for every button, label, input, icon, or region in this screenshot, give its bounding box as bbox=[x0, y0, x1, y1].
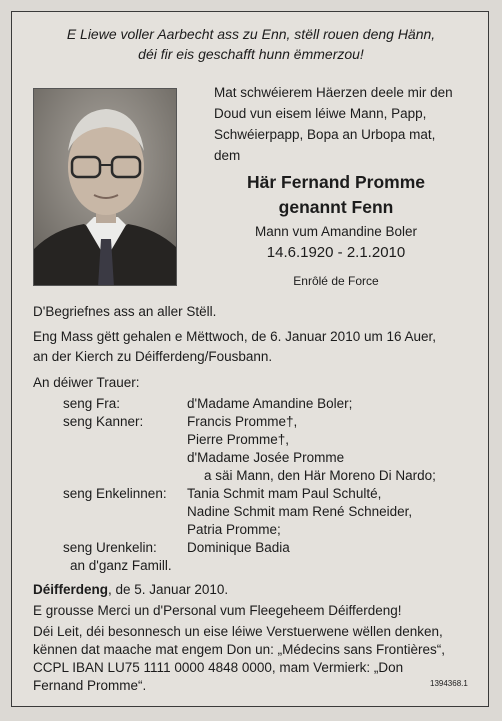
motto bbox=[0, 24, 502, 64]
announcement-line-3: an der Kierch zu Déifferdeng/Fousbann. bbox=[33, 349, 273, 364]
deceased-name bbox=[186, 170, 486, 220]
donation-line-4: Fernand Promme“. bbox=[33, 678, 147, 693]
announcement-line-1: D'Begriefnes ass an aller Stëll. bbox=[33, 304, 217, 319]
deceased-name-line-1: Här Fernand Promme bbox=[247, 172, 425, 192]
spouse-line: Mann vum Amandine Boler bbox=[254, 224, 418, 239]
relation-name: a säi Mann, den Här Moreno Di Nardo; bbox=[204, 468, 436, 483]
closing-place: Déifferdeng bbox=[33, 582, 109, 597]
relation-label-great-granddaughter: seng Urenkelin: bbox=[63, 540, 157, 555]
relation-name: Pierre Promme†, bbox=[187, 432, 290, 447]
deceased-name-line-2: genannt Fenn bbox=[278, 197, 394, 217]
relation-label-family: an d'ganz Famill. bbox=[70, 558, 172, 573]
life-dates: 14.6.1920 - 2.1.2010 bbox=[266, 244, 406, 261]
enrole-note: Enrôlé de Force bbox=[293, 274, 379, 288]
relation-name: Tania Schmit mam Paul Schulté, bbox=[187, 486, 382, 501]
relation-label-wife: seng Fra: bbox=[63, 396, 121, 411]
relation-name: Nadine Schmit mam René Schneider, bbox=[187, 504, 413, 519]
intro-text bbox=[214, 82, 486, 166]
closing-dateline bbox=[33, 580, 228, 600]
relation-name: Dominique Badia bbox=[187, 540, 290, 555]
mourners-heading: An déiwer Trauer: bbox=[33, 375, 140, 390]
motto-line-2: déi fir eis geschafft hunn ëmmerzou! bbox=[138, 46, 364, 62]
intro-line-4: dem bbox=[214, 148, 241, 163]
intro-line-3: Schwéierpapp, Bopa an Urbopa mat, bbox=[214, 127, 436, 142]
donation-line-3: CCPL IBAN LU75 1111 0000 4848 0000, mam Vermierk: „Don bbox=[33, 660, 404, 675]
thanks-line: E grousse Merci un d'Personal vum Fleegeheem Déifferdeng! bbox=[33, 603, 402, 618]
announcement-line-2: Eng Mass gëtt gehalen e Mëttwoch, de 6. Januar 2010 um 16 Auer, bbox=[33, 329, 437, 344]
intro-line-2: Doud vun eisem léiwe Mann, Papp, bbox=[214, 106, 427, 121]
relation-name: Francis Promme†, bbox=[187, 414, 298, 429]
relation-name: d'Madame Josée Promme bbox=[187, 450, 345, 465]
portrait-photo bbox=[33, 88, 177, 286]
relation-label-children: seng Kanner: bbox=[63, 414, 144, 429]
relation-label-granddaughters: seng Enkelinnen: bbox=[63, 486, 167, 501]
relation-name: d'Madame Amandine Boler; bbox=[187, 396, 353, 411]
motto-line-1: E Liewe voller Aarbecht ass zu Enn, stëll rouen deng Hänn, bbox=[66, 26, 436, 42]
portrait-image bbox=[34, 89, 177, 286]
intro-line-1: Mat schwéierem Häerzen deele mir den bbox=[214, 85, 453, 100]
closing-date: , de 5. Januar 2010. bbox=[108, 582, 229, 597]
donation-line-2: kënnen dat maache mat engem Don un: „Médecins sans Frontières“, bbox=[33, 642, 445, 657]
reference-number: 1394368.1 bbox=[430, 679, 468, 688]
donation-line-1: Déi Leit, déi besonnesch un eise léiwe Verstuerwene wëllen denken, bbox=[33, 624, 443, 639]
relation-name: Patria Promme; bbox=[187, 522, 281, 537]
